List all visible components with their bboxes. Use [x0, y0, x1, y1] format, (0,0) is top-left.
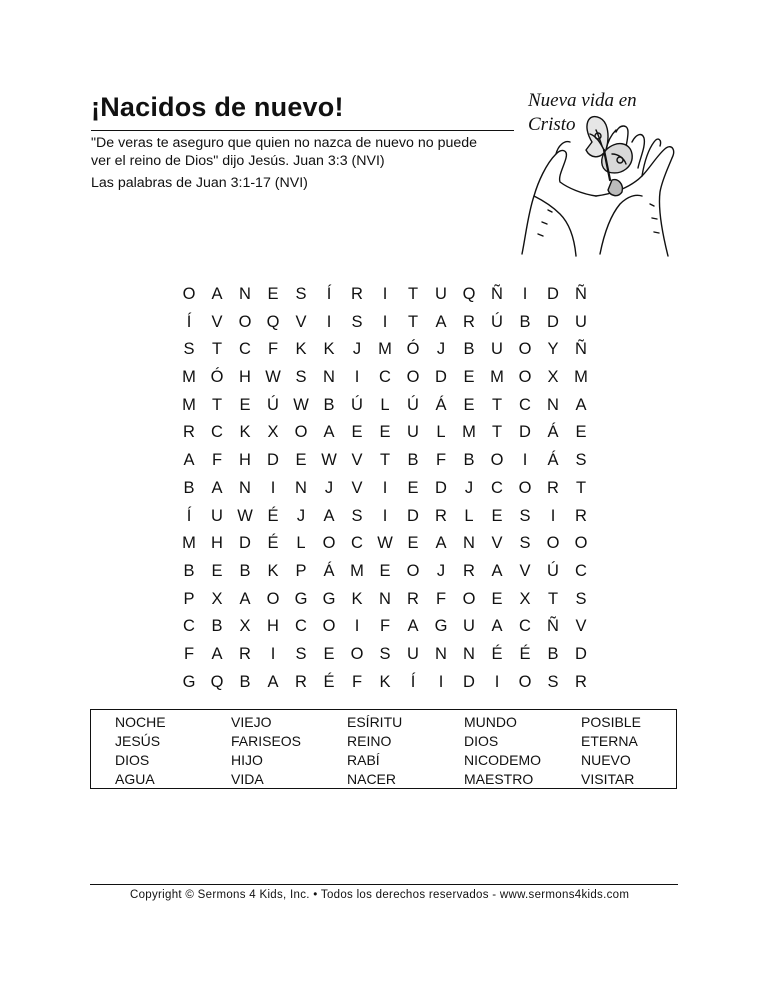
grid-letter: G — [322, 589, 336, 608]
grid-letter: I — [354, 617, 360, 636]
grid-letter: C — [575, 561, 587, 580]
page-title: ¡Nacidos de nuevo! — [91, 92, 344, 122]
word-item: DIOS — [464, 733, 499, 749]
grid-letter: O — [518, 340, 532, 359]
grid-letter: T — [211, 340, 223, 359]
grid-letter: W — [237, 506, 253, 525]
grid-letter: X — [519, 589, 531, 608]
grid-letter: E — [351, 423, 363, 442]
grid-letter: R — [183, 423, 195, 442]
grid-letter: S — [519, 506, 531, 525]
word-item: NUEVO — [581, 752, 631, 768]
word-item: ESÍRITU — [347, 714, 403, 730]
grid-letter: I — [326, 312, 332, 331]
grid-letter: N — [435, 644, 447, 663]
grid-letter: Í — [410, 672, 416, 691]
grid-letter: E — [491, 506, 503, 525]
grid-letter: O — [462, 589, 476, 608]
word-item: VIDA — [231, 771, 264, 787]
grid-letter: C — [519, 395, 531, 414]
grid-letter: A — [323, 506, 335, 525]
grid-letter: I — [522, 451, 528, 470]
word-item: RABÍ — [347, 752, 380, 768]
grid-letter: C — [183, 617, 195, 636]
grid-letter: I — [494, 672, 500, 691]
grid-letter: E — [323, 644, 335, 663]
grid-letter: U — [491, 340, 503, 359]
grid-letter: B — [463, 451, 475, 470]
grid-letter: B — [239, 672, 251, 691]
grid-letter: J — [436, 340, 446, 359]
grid-letter: A — [183, 451, 195, 470]
grid-letter: A — [211, 644, 223, 663]
grid-letter: B — [407, 451, 419, 470]
grid-letter: É — [323, 672, 335, 691]
grid-letter: D — [575, 644, 587, 663]
grid-letter: E — [295, 451, 307, 470]
grid-letter: E — [267, 285, 279, 303]
grid-letter: I — [382, 285, 388, 303]
grid-letter: Q — [462, 285, 476, 303]
grid-letter: N — [239, 285, 251, 303]
grid-letter: C — [379, 368, 391, 387]
grid-letter: É — [491, 644, 503, 663]
word-item: VIEJO — [231, 714, 272, 730]
grid-letter: P — [295, 561, 307, 580]
word-search-grid — [175, 281, 595, 696]
grid-letter: E — [379, 561, 391, 580]
grid-letter: B — [239, 561, 251, 580]
word-column — [581, 713, 641, 789]
grid-letter: Í — [186, 312, 192, 331]
grid-letter: M — [182, 368, 196, 387]
grid-letter: I — [522, 285, 528, 303]
grid-letter: U — [407, 423, 419, 442]
grid-letter: T — [491, 395, 503, 414]
grid-letter: F — [379, 617, 391, 636]
grid-letter: N — [323, 368, 335, 387]
grid-letter: X — [211, 589, 223, 608]
grid-letter: E — [491, 589, 503, 608]
grid-letter: Ñ — [547, 617, 559, 636]
grid-letter: C — [239, 340, 251, 359]
grid-letter: Q — [210, 672, 224, 691]
grid-letter: N — [463, 644, 475, 663]
grid-letter: O — [350, 644, 364, 663]
grid-letter: C — [491, 478, 503, 497]
grid-letter: F — [183, 644, 195, 663]
grid-letter: R — [463, 561, 475, 580]
word-item: NACER — [347, 771, 397, 787]
grid-letter: X — [239, 617, 251, 636]
grid-letter: W — [377, 534, 393, 553]
grid-letter: F — [267, 340, 279, 359]
word-item: NICODEMO — [464, 752, 541, 768]
grid-letter: R — [463, 312, 475, 331]
grid-letter: O — [406, 561, 420, 580]
word-item: VISITAR — [581, 771, 635, 787]
grid-letter: T — [407, 285, 419, 303]
grid-letter: O — [182, 285, 196, 303]
grid-letter: M — [182, 534, 196, 553]
grid-letter: Ñ — [575, 340, 587, 359]
word-item: NOCHE — [115, 714, 166, 730]
grid-letter: U — [407, 644, 419, 663]
caption-line-1: Nueva vida en — [528, 90, 637, 111]
grid-letter: F — [435, 589, 447, 608]
grid-letter: G — [182, 672, 196, 691]
grid-letter: C — [211, 423, 223, 442]
grid-letter: O — [238, 312, 252, 331]
grid-letter: R — [575, 506, 587, 525]
grid-letter: Ú — [407, 395, 419, 414]
grid-letter: D — [547, 312, 559, 331]
bible-quote — [91, 134, 516, 170]
grid-letter: Ú — [267, 395, 279, 414]
grid-letter: D — [407, 506, 419, 525]
grid-letter: V — [519, 561, 531, 580]
grid-letter: O — [518, 478, 532, 497]
grid-letter: Y — [547, 340, 559, 359]
grid-letter: B — [183, 478, 195, 497]
grid-letter: E — [379, 423, 391, 442]
grid-letter: O — [406, 368, 420, 387]
quote-line-1: "De veras te aseguro que quien no nazca de nuevo no puede — [91, 135, 478, 151]
grid-letter: Á — [435, 395, 447, 414]
grid-letter: M — [350, 561, 364, 580]
grid-letter: M — [490, 368, 504, 387]
grid-letter: D — [435, 478, 447, 497]
grid-letter: S — [519, 534, 531, 553]
grid-letter: H — [211, 534, 223, 553]
grid-letter: U — [575, 312, 587, 331]
grid-letter: T — [575, 478, 587, 497]
grid-letter: U — [463, 617, 475, 636]
grid-letter: F — [351, 672, 363, 691]
grid-letter: S — [295, 644, 307, 663]
grid-letter: E — [407, 534, 419, 553]
grid-letter: T — [491, 423, 503, 442]
grid-letter: S — [379, 644, 391, 663]
grid-letter: N — [295, 478, 307, 497]
grid-letter: D — [547, 285, 559, 303]
grid-letter: I — [382, 506, 388, 525]
grid-letter: K — [351, 589, 363, 608]
grid-letter: C — [295, 617, 307, 636]
grid-letter: É — [267, 534, 279, 553]
grid-letter: N — [463, 534, 475, 553]
grid-letter: O — [322, 534, 336, 553]
word-column — [347, 713, 402, 789]
grid-letter: R — [435, 506, 447, 525]
word-item: FARISEOS — [231, 733, 302, 749]
grid-letter: O — [518, 672, 532, 691]
scripture-reference: Las palabras de Juan 3:1-17 (NVI) — [91, 175, 308, 191]
grid-letter: B — [211, 617, 223, 636]
grid-letter: S — [351, 312, 363, 331]
word-column — [231, 713, 301, 789]
footer-divider — [90, 884, 678, 885]
grid-letter: A — [407, 617, 419, 636]
caption-line-2: Cristo — [528, 114, 576, 135]
grid-letter: F — [211, 451, 223, 470]
grid-letter: S — [295, 368, 307, 387]
grid-letter: H — [239, 451, 251, 470]
grid-letter: J — [464, 478, 474, 497]
grid-letter: L — [380, 395, 390, 414]
grid-letter: B — [519, 312, 531, 331]
grid-letter: E — [575, 423, 587, 442]
grid-letter: I — [270, 644, 276, 663]
grid-letter: C — [351, 534, 363, 553]
grid-letter: Q — [266, 312, 280, 331]
grid-letter: Ó — [210, 368, 224, 387]
grid-letter: S — [575, 589, 587, 608]
grid-letter: A — [211, 478, 223, 497]
grid-letter: V — [575, 617, 587, 636]
grid-letter: V — [351, 451, 363, 470]
title-underline — [91, 130, 514, 131]
word-list-box — [90, 709, 677, 789]
grid-letter: É — [519, 644, 531, 663]
grid-letter: U — [211, 506, 223, 525]
word-item: AGUA — [115, 771, 155, 787]
grid-letter: J — [324, 478, 334, 497]
grid-letter: V — [491, 534, 503, 553]
grid-letter: G — [294, 589, 308, 608]
grid-letter: C — [519, 617, 531, 636]
grid-letter: Í — [326, 285, 332, 303]
word-column — [464, 713, 541, 789]
grid-letter: X — [547, 368, 559, 387]
grid-letter: O — [546, 534, 560, 553]
grid-letter: A — [211, 285, 223, 303]
grid-letter: T — [211, 395, 223, 414]
illustration-caption — [528, 89, 668, 137]
grid-letter: M — [378, 340, 392, 359]
grid-letter: S — [547, 672, 559, 691]
word-item: MAESTRO — [464, 771, 534, 787]
grid-letter: H — [239, 368, 251, 387]
grid-letter: Ñ — [491, 285, 503, 303]
grid-letter: Ú — [491, 312, 503, 331]
grid-letter: Í — [186, 506, 192, 525]
grid-letter: I — [438, 672, 444, 691]
grid-letter: S — [575, 451, 587, 470]
grid-letter: K — [323, 340, 335, 359]
grid-letter: R — [547, 478, 559, 497]
grid-letter: X — [267, 423, 279, 442]
grid-letter: A — [323, 423, 335, 442]
grid-letter: A — [491, 561, 503, 580]
grid-letter: R — [351, 285, 363, 303]
grid-letter: V — [351, 478, 363, 497]
grid-letter: W — [293, 395, 309, 414]
grid-letter: W — [321, 451, 337, 470]
grid-letter: Ñ — [575, 285, 587, 303]
word-item: HIJO — [231, 752, 263, 768]
grid-letter: O — [266, 589, 280, 608]
grid-letter: K — [267, 561, 279, 580]
grid-letter: D — [435, 368, 447, 387]
grid-letter: U — [435, 285, 447, 303]
grid-letter: D — [267, 451, 279, 470]
grid-letter: É — [267, 506, 279, 525]
grid-letter: B — [323, 395, 335, 414]
grid-letter: Á — [547, 423, 559, 442]
grid-letter: B — [183, 561, 195, 580]
word-item: ETERNA — [581, 733, 638, 749]
grid-letter: P — [183, 589, 195, 608]
grid-letter: E — [211, 561, 223, 580]
grid-letter: K — [379, 672, 391, 691]
grid-letter: R — [239, 644, 251, 663]
grid-letter: E — [463, 368, 475, 387]
grid-letter: K — [239, 423, 251, 442]
grid-letter: J — [436, 561, 446, 580]
grid-letter: I — [270, 478, 276, 497]
grid-letter: B — [547, 644, 559, 663]
grid-letter: L — [296, 534, 306, 553]
grid-letter: I — [382, 312, 388, 331]
grid-letter: R — [575, 672, 587, 691]
grid-letter: Ú — [547, 561, 559, 580]
grid-letter: T — [547, 589, 559, 608]
grid-letter: N — [547, 395, 559, 414]
grid-letter: O — [574, 534, 588, 553]
grid-letter: V — [211, 312, 223, 331]
word-item: DIOS — [115, 752, 150, 768]
grid-letter: A — [491, 617, 503, 636]
grid-letter: O — [294, 423, 308, 442]
grid-letter: A — [435, 312, 447, 331]
grid-letter: B — [463, 340, 475, 359]
word-column — [115, 713, 166, 789]
grid-letter: E — [463, 395, 475, 414]
grid-letter: J — [352, 340, 362, 359]
grid-letter: M — [574, 368, 588, 387]
grid-letter: J — [296, 506, 306, 525]
word-item: POSIBLE — [581, 714, 641, 730]
grid-letter: A — [267, 672, 279, 691]
grid-letter: L — [464, 506, 474, 525]
grid-letter: E — [239, 395, 251, 414]
grid-letter: D — [239, 534, 251, 553]
quote-line-2: ver el reino de Dios" dijo Jesús. Juan 3:3 (NVI) — [91, 153, 385, 169]
grid-letter: T — [407, 312, 419, 331]
grid-letter: K — [295, 340, 307, 359]
word-item: REINO — [347, 733, 392, 749]
grid-letter: T — [379, 451, 391, 470]
grid-letter: S — [295, 285, 307, 303]
grid-letter: O — [322, 617, 336, 636]
grid-letter: I — [550, 506, 556, 525]
grid-letter: D — [519, 423, 531, 442]
grid-letter: O — [518, 368, 532, 387]
grid-letter: N — [239, 478, 251, 497]
grid-letter: A — [239, 589, 251, 608]
grid-letter: M — [182, 395, 196, 414]
grid-letter: R — [407, 589, 419, 608]
grid-letter: W — [265, 368, 281, 387]
grid-letter: S — [351, 506, 363, 525]
grid-letter: E — [407, 478, 419, 497]
grid-letter: O — [490, 451, 504, 470]
grid-letter: Á — [547, 451, 559, 470]
grid-letter: I — [382, 478, 388, 497]
grid-letter: G — [434, 617, 448, 636]
word-item: JESÚS — [115, 733, 161, 749]
copyright-footer: Copyright © Sermons 4 Kids, Inc. • Todos los derechos reservados - www.sermons4kids.com — [130, 889, 630, 901]
grid-letter: I — [354, 368, 360, 387]
grid-letter: A — [435, 534, 447, 553]
grid-letter: V — [295, 312, 307, 331]
grid-letter: H — [267, 617, 279, 636]
grid-letter: R — [295, 672, 307, 691]
grid-letter: F — [435, 451, 447, 470]
grid-letter: D — [463, 672, 475, 691]
grid-letter: Ú — [351, 395, 363, 414]
grid-letter: N — [379, 589, 391, 608]
grid-letter: A — [575, 395, 587, 414]
grid-letter: S — [183, 340, 195, 359]
grid-letter: Ó — [406, 340, 420, 359]
word-item: MUNDO — [464, 714, 517, 730]
grid-letter: L — [436, 423, 446, 442]
grid-letter: Á — [323, 561, 335, 580]
grid-letter: M — [462, 423, 476, 442]
